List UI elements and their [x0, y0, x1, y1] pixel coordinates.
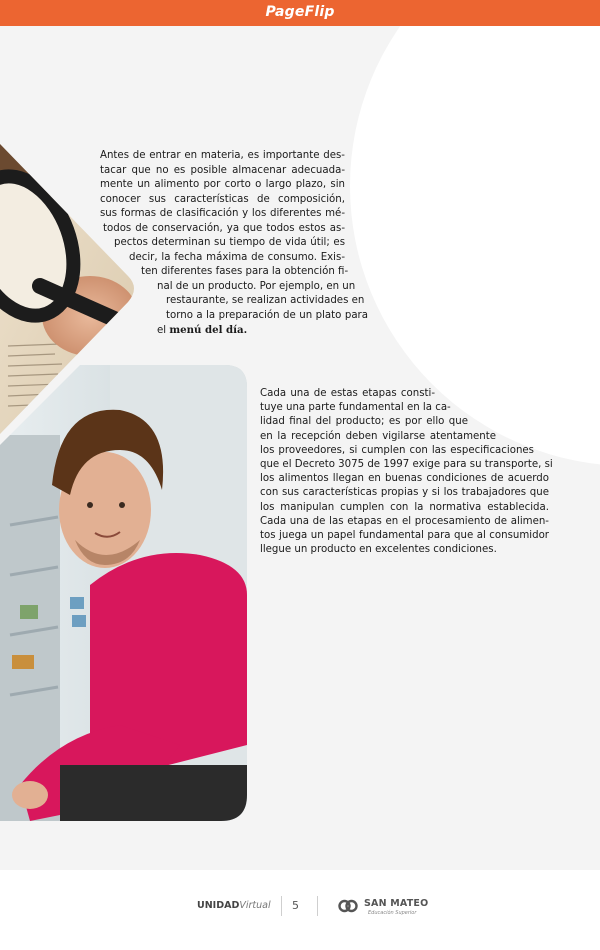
paragraph-2-line: con sus características propias y si los trabajadores que: [260, 487, 549, 499]
paragraph-2: [260, 387, 553, 557]
unidad-virtual-brand: [197, 900, 271, 911]
paragraph-1-line: ten diferentes fases para la obtención fi-: [141, 266, 349, 277]
paragraph-2-line: los proveedores, si cumplen con las especificaciones: [260, 444, 534, 456]
paragraph-1-line: tacar que no es posible almacenar adecuada-: [100, 164, 345, 176]
page-footer: [0, 870, 600, 950]
paragraph-2-line: los manipulan cumplen con la normativa establecida.: [260, 501, 549, 513]
paragraph-2-line: llegue un producto en excelentes condiciones.: [260, 544, 497, 556]
paragraph-1-line: Antes de entrar en materia, es importante des-: [100, 150, 345, 161]
paragraph-1-line: torno a la preparación de un plato para: [166, 309, 368, 321]
paragraph-1: [100, 149, 368, 339]
paragraph-1-final-line: [157, 323, 345, 339]
paragraph-2-line: en la recepción deben vigilarse atentamente: [260, 430, 496, 442]
paragraph-1-line: nal de un producto. Por ejemplo, en un: [157, 280, 356, 292]
logo-name: SAN MATEO: [364, 898, 429, 909]
paragraph-1-line: pectos determinan su tiempo de vida útil; es: [114, 237, 345, 248]
san-mateo-logo-icon: [338, 896, 358, 916]
brand-italic: Virtual: [239, 900, 271, 911]
footer-divider: [317, 896, 318, 916]
page-number: 5: [292, 899, 299, 912]
paragraph-1-final-prefix: el: [157, 325, 167, 336]
paragraph-2-line: Cada una de las etapas en el procesamiento de alimen-: [260, 515, 549, 527]
paragraph-2-line: Cada una de estas etapas consti-: [260, 388, 435, 399]
paragraph-2-line: lidad final del producto; es por ello que: [260, 416, 468, 428]
footer-divider: [281, 896, 282, 916]
paragraph-1-line: decir, la fecha máxima de consumo. Exis-: [129, 251, 345, 263]
man-refrigerator-photo: [0, 365, 247, 821]
paragraph-1-line: restaurante, se realizan actividades en: [166, 295, 365, 306]
brand-bold: UNIDAD: [197, 900, 240, 911]
top-bar: [0, 0, 600, 26]
app-title: PageFlip: [265, 4, 335, 20]
paragraph-2-line: tos juega un papel fundamental para que al consumidor: [260, 530, 549, 542]
paragraph-2-line: los alimentos llegan en buenas condiciones de acuerdo: [260, 473, 549, 485]
paragraph-1-line: todos de conservación, ya que todos estos as-: [103, 222, 345, 234]
document-page: [0, 26, 600, 870]
paragraph-1-line: conocer sus características de composición,: [100, 193, 345, 205]
paragraph-1-line: mente un alimento por corto o largo plazo, sin: [100, 179, 345, 190]
paragraph-2-line: tuye una parte fundamental en la ca-: [260, 402, 451, 414]
logo-subtitle: Educación Superior: [368, 910, 417, 916]
paragraph-1-line: sus formas de clasificación y los diferentes mé-: [100, 208, 345, 219]
menu-del-dia-emphasis: menú del día.: [169, 324, 248, 336]
paragraph-2-line: que el Decreto 3075 de 1997 exige para su transporte, si: [260, 459, 553, 471]
